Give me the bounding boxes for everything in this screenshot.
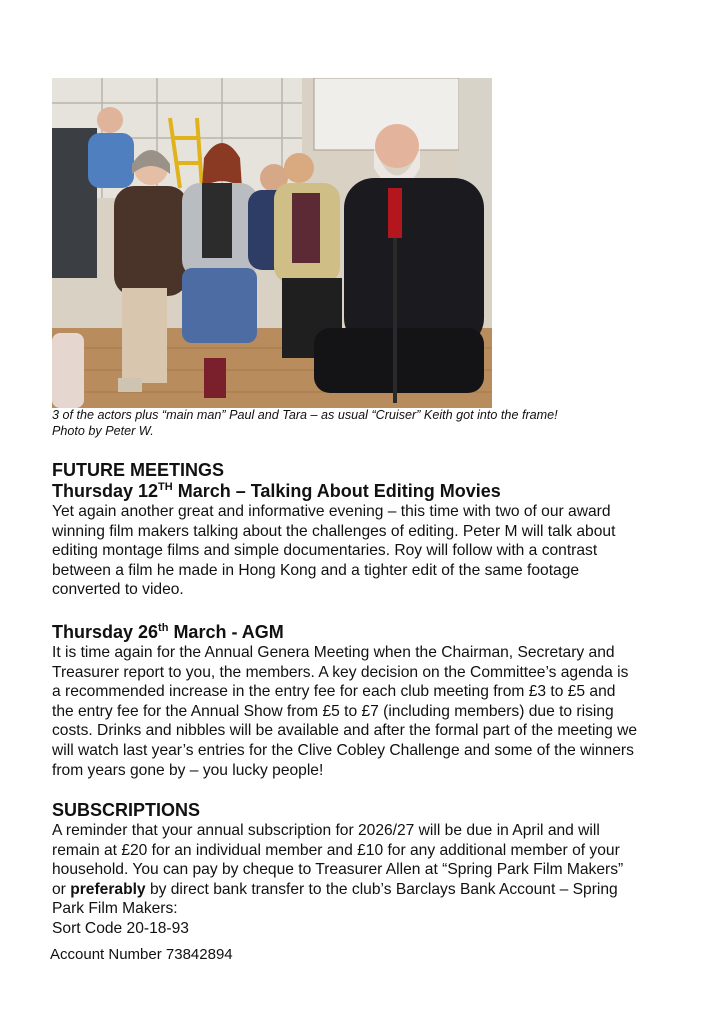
text-line: by direct bank transfer to the club’s Barclays Bank Account – Spring bbox=[145, 880, 618, 898]
meeting-description bbox=[52, 502, 702, 600]
text-line: from years gone by – you lucky people! bbox=[52, 761, 324, 779]
text-line: converted to video. bbox=[52, 581, 184, 599]
photo-caption bbox=[52, 408, 692, 439]
meeting-description bbox=[52, 643, 702, 780]
meeting-title-suffix: th bbox=[158, 622, 169, 634]
meeting-title bbox=[52, 481, 702, 502]
text-line: remain at £20 for an individual member and £10 for any additional member of your bbox=[52, 841, 620, 859]
agm-section bbox=[52, 622, 702, 780]
text-line: Park Film Makers: bbox=[52, 900, 178, 918]
text-line: Yet again another great and informative evening – this time with two of our award bbox=[52, 503, 611, 520]
text-line: or bbox=[52, 880, 71, 898]
text-line: between a film he made in Hong Kong and a tighter edit of the same footage bbox=[52, 561, 580, 579]
text-line: winning film makers talking about the challenges of editing. Peter M will talk about bbox=[52, 522, 616, 540]
section-heading: SUBSCRIPTIONS bbox=[52, 800, 201, 820]
account-number: Account Number 73842894 bbox=[50, 946, 233, 963]
text-line: editing montage films and simple documentaries. Roy will follow with a contrast bbox=[52, 542, 598, 560]
meeting-title-rest: March – Talking About Editing Movies bbox=[172, 481, 501, 501]
text-line: Treasurer report to you, the members. A key decision on the Committee’s agenda is bbox=[52, 663, 629, 681]
meeting-title-day: Thursday 26 bbox=[52, 622, 159, 642]
meeting-title bbox=[52, 622, 702, 643]
text-line: a recommended increase in the entry fee for each club meeting from £3 to £5 and bbox=[52, 683, 616, 701]
sort-code: Sort Code 20-18-93 bbox=[52, 919, 189, 937]
subscriptions-text bbox=[52, 821, 702, 939]
section-heading: FUTURE MEETINGS bbox=[52, 460, 225, 480]
text-line: the entry fee for the Annual Show from £5 to £7 (including members) due to rising bbox=[52, 702, 614, 720]
future-meetings-section bbox=[52, 460, 702, 600]
text-line: A reminder that your annual subscription for 2026/27 will be due in April and will bbox=[52, 822, 600, 839]
text-line: costs. Drinks and nibbles will be available and after the formal part of the meeting we bbox=[52, 722, 638, 740]
meeting-title-suffix: TH bbox=[158, 481, 173, 493]
text-line: will watch last year’s entries for the Clive Cobley Challenge and some of the winners bbox=[52, 741, 634, 759]
subscriptions-section bbox=[52, 800, 702, 939]
text-line: It is time again for the Annual Genera Meeting when the Chairman, Secretary and bbox=[52, 644, 615, 661]
photo-credit: Photo by Peter W. bbox=[52, 423, 154, 438]
meeting-title-day: Thursday 12 bbox=[52, 481, 159, 501]
text-line: household. You can pay by cheque to Treasurer Allen at “Spring Park Film Makers” bbox=[52, 861, 624, 879]
caption-line: 3 of the actors plus “main man” Paul and Tara – as usual “Cruiser” Keith got into the frame! bbox=[52, 408, 558, 422]
group-photo bbox=[52, 78, 492, 408]
emphasis-text: preferably bbox=[70, 880, 146, 898]
meeting-title-rest: March - AGM bbox=[168, 622, 284, 642]
